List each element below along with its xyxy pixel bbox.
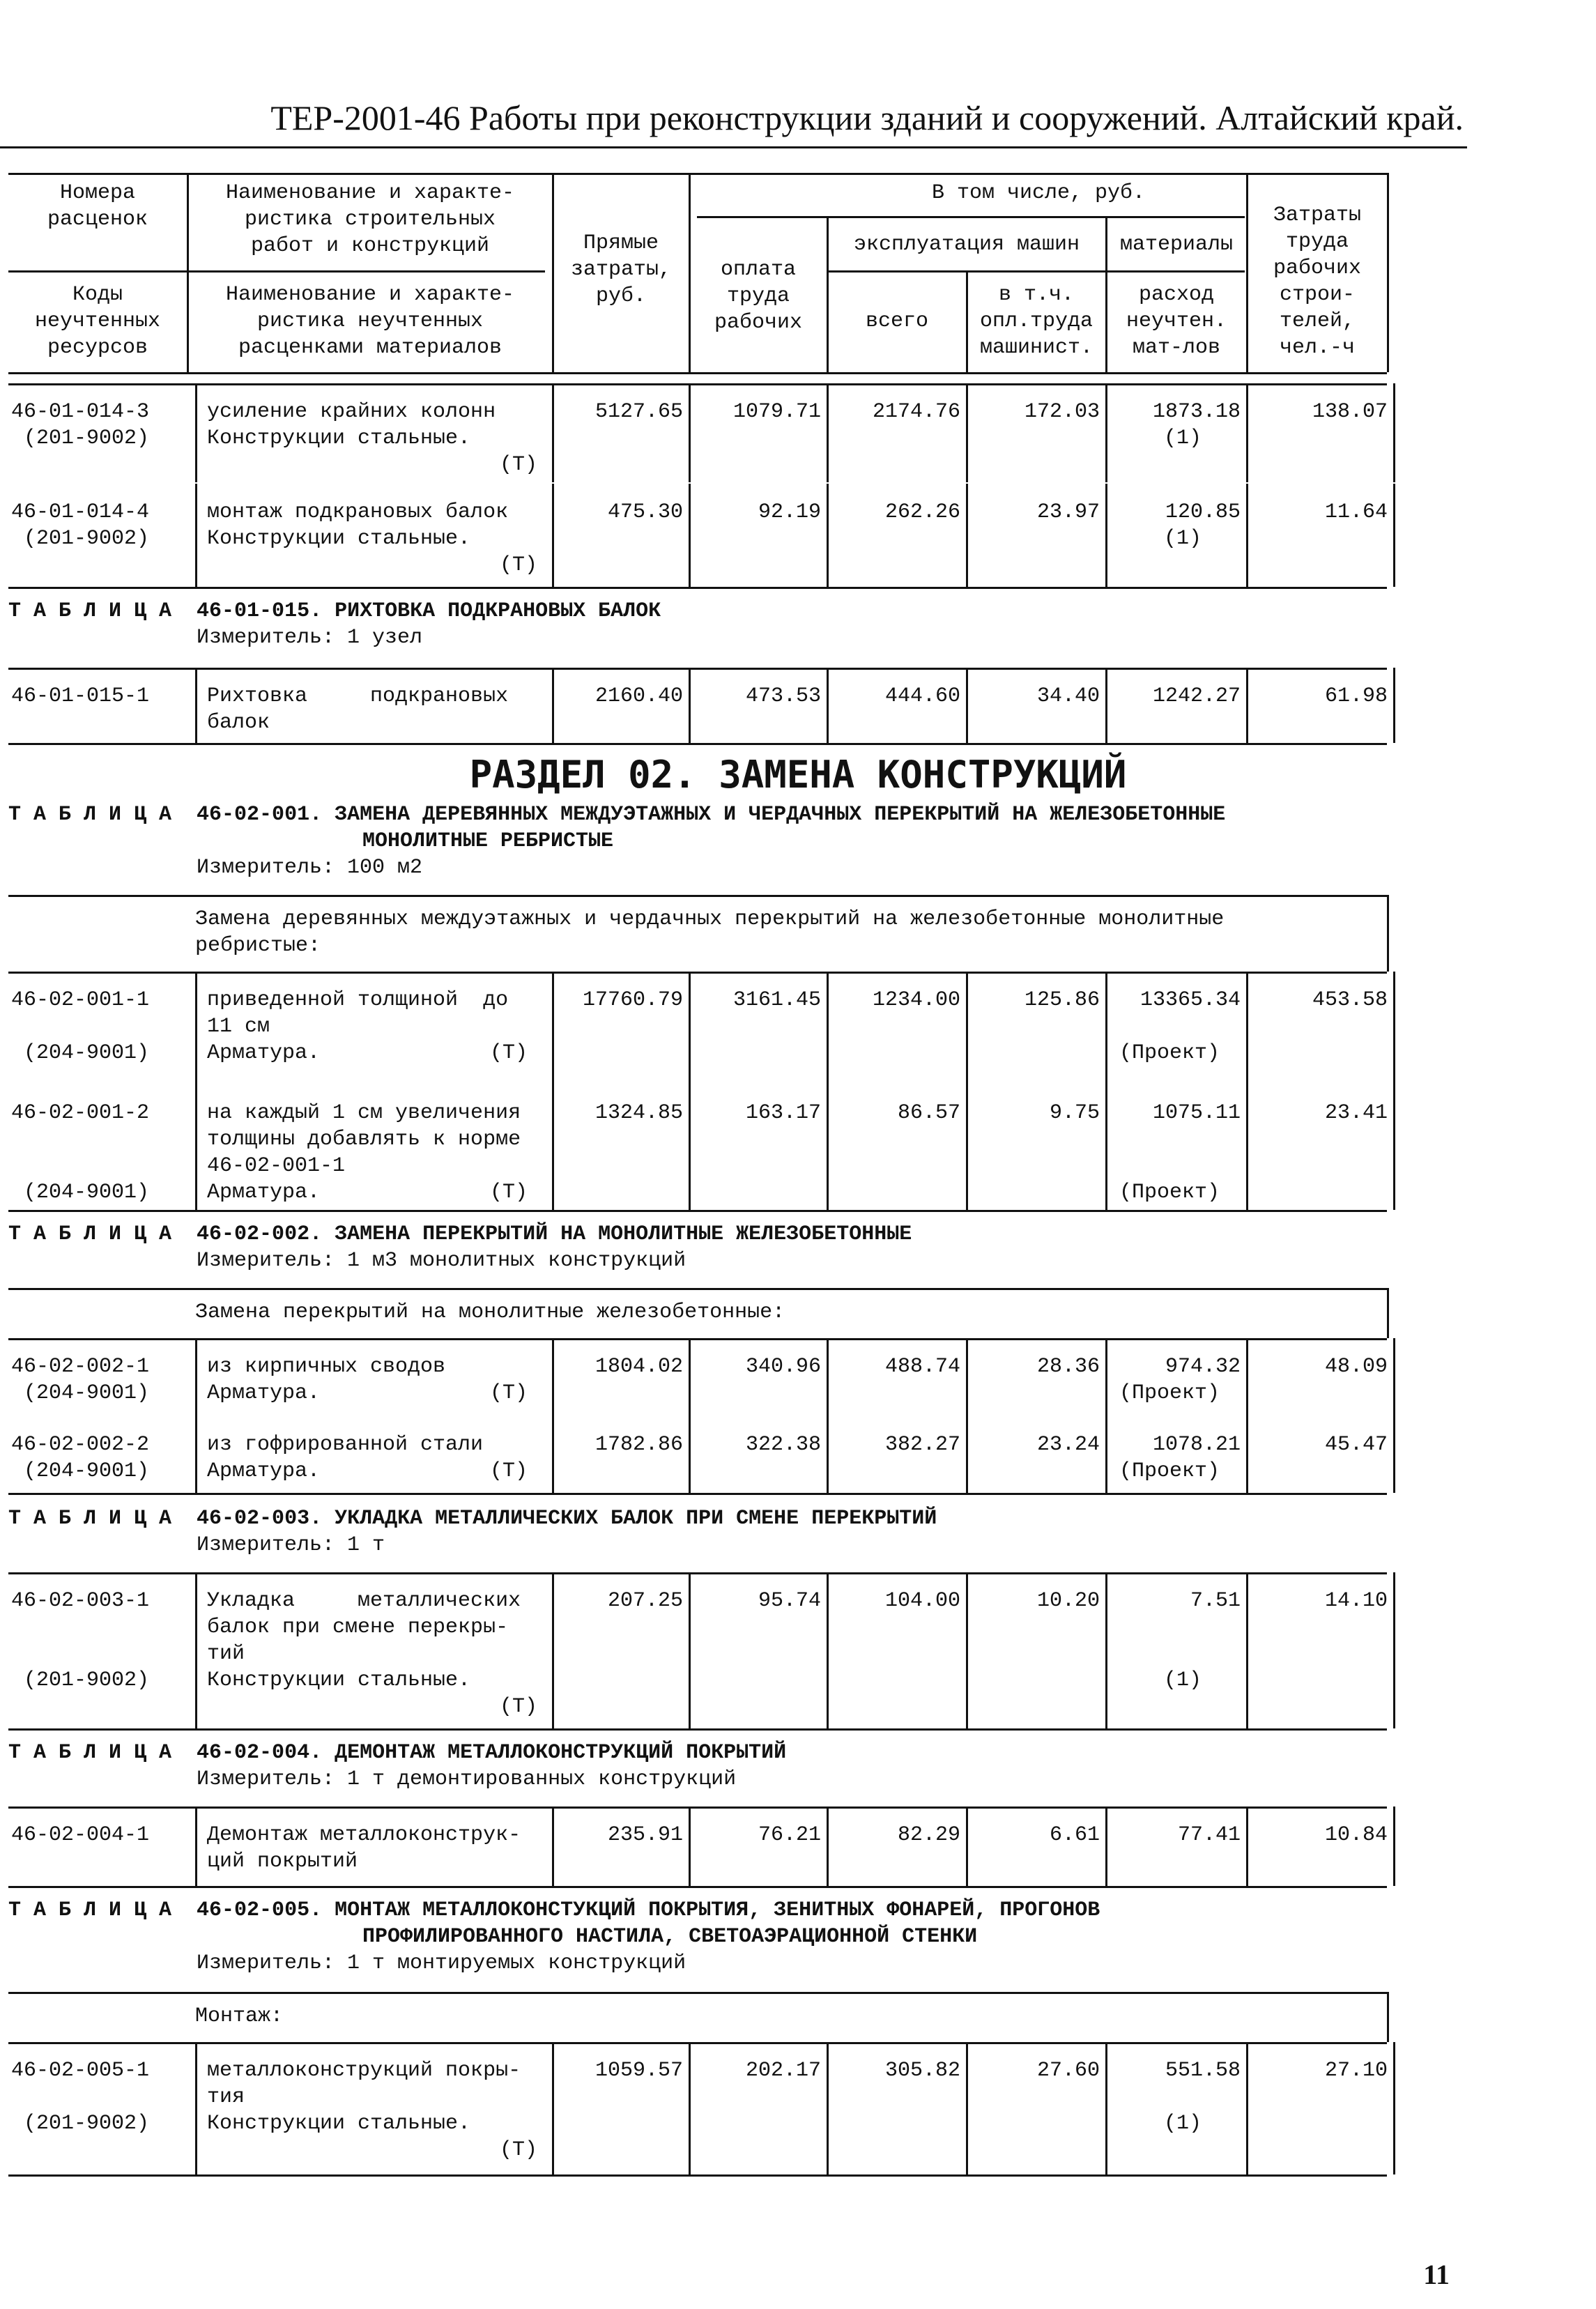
header-rule	[0, 146, 1467, 148]
table-measure: Измеритель: 1 т демонтированных конструкций	[197, 1767, 737, 1791]
labor-hours: 61.98	[1324, 684, 1388, 708]
material-cost: 77.41	[1177, 1823, 1241, 1847]
resource-code: (201-9002)	[24, 427, 150, 450]
labor-cost: 340.96	[745, 1355, 821, 1379]
machinist-cost: 23.97	[1036, 500, 1100, 524]
machine-cost: 444.60	[884, 684, 960, 708]
labor-cost: 1079.71	[732, 400, 821, 424]
work-name: Демонтаж металлоконструк-	[207, 1823, 521, 1847]
col-header-mach-incl: в т.ч. опл.труда машинист.	[979, 283, 1094, 360]
rule	[8, 895, 1387, 897]
machinist-cost: 27.60	[1036, 2059, 1100, 2082]
table-title-cont: ПРОФИЛИРОВАННОГО НАСТИЛА, СВЕТОАЭРАЦИОННОЙ СТЕНКИ	[362, 1925, 978, 1949]
table-row	[8, 1338, 1395, 1416]
material-cost: 974.32	[1165, 1355, 1241, 1379]
direct-cost: 5127.65	[594, 400, 683, 424]
machinist-cost: 6.61	[1049, 1823, 1100, 1847]
labor-hours: 45.47	[1324, 1433, 1388, 1457]
material-note: (Проект)	[1119, 1459, 1220, 1483]
resource-code: (201-9002)	[24, 1669, 150, 1692]
table-row	[8, 2042, 1395, 2174]
rule	[8, 270, 545, 273]
unit-label: (Т)	[490, 1181, 528, 1204]
work-name: из гофрированной стали	[207, 1433, 484, 1457]
col-header-labor: оплата труда рабочих	[714, 258, 803, 335]
rule	[827, 270, 1245, 273]
table-title: Т А Б Л И Ц А 46-02-004. ДЕМОНТАЖ МЕТАЛЛОКОНСТРУКЦИЙ ПОКРЫТИЙ	[8, 1741, 787, 1765]
rate-code: 46-02-005-1	[11, 2059, 150, 2082]
rule	[8, 1728, 1387, 1731]
col-header-name: Наименование и характе- ристика строительных работ и конструкций	[225, 181, 515, 258]
direct-cost: 2160.40	[594, 684, 683, 708]
labor-cost: 202.17	[745, 2059, 821, 2082]
table-title: Т А Б Л И Ц А 46-02-002. ЗАМЕНА ПЕРЕКРЫТИЙ НА МОНОЛИТНЫЕ ЖЕЛЕЗОБЕТОННЫЕ	[8, 1222, 912, 1246]
resource-code: (204-9001)	[24, 1459, 150, 1483]
material-note: (1)	[1163, 527, 1202, 551]
material-name: Конструкции стальные.	[207, 427, 471, 450]
machine-cost: 305.82	[884, 2059, 960, 2082]
group-heading-cont: ребристые:	[195, 934, 321, 958]
material-cost: 1242.27	[1152, 684, 1241, 708]
rule	[8, 587, 1387, 589]
col-header-machines: эксплуатация машин	[853, 233, 1080, 256]
table-row	[8, 972, 1395, 1084]
work-name: Рихтовка подкрановых	[207, 684, 509, 708]
rule	[8, 1493, 1387, 1495]
table-measure: Измеритель: 1 т	[197, 1533, 385, 1557]
rate-code: 46-02-003-1	[11, 1589, 150, 1613]
material-cost: 120.85	[1165, 500, 1241, 524]
rate-code: 46-02-002-1	[11, 1355, 150, 1379]
group-heading: Замена перекрытий на монолитные железобетонные:	[195, 1301, 785, 1324]
work-name-cont: балок	[207, 711, 270, 735]
unit-label: (Т)	[500, 453, 538, 477]
labor-hours: 14.10	[1324, 1589, 1388, 1613]
labor-hours: 11.64	[1324, 500, 1388, 524]
rule	[1387, 173, 1389, 372]
running-header: ТЕР-2001-46 Работы при реконструкции зданий и сооружений. Алтайский край.	[270, 98, 1464, 137]
work-name: усиление крайних колонн	[207, 400, 496, 424]
work-name-cont: тия	[207, 2085, 245, 2109]
work-name: металлоконструкций покры-	[207, 2059, 521, 2082]
table-row	[8, 1572, 1395, 1728]
resource-code: (204-9001)	[24, 1041, 150, 1065]
work-name: приведенной толщиной до	[207, 988, 509, 1012]
machine-cost: 488.74	[884, 1355, 960, 1379]
rate-code: 46-02-001-2	[11, 1101, 150, 1125]
direct-cost: 1324.85	[594, 1101, 683, 1125]
machinist-cost: 23.24	[1036, 1433, 1100, 1457]
table-row	[8, 1084, 1395, 1210]
table-row	[8, 1416, 1395, 1493]
material-name: Конструкции стальные.	[207, 1669, 471, 1692]
table-title: Т А Б Л И Ц А 46-02-005. МОНТАЖ МЕТАЛЛОКОНСТУКЦИЙ ПОКРЫТИЯ, ЗЕНИТНЫХ ФОНАРЕЙ, ПРОГОНОВ	[8, 1898, 1100, 1922]
direct-cost: 235.91	[607, 1823, 683, 1847]
machinist-cost: 9.75	[1049, 1101, 1100, 1125]
material-cost: 1075.11	[1152, 1101, 1241, 1125]
rate-code: 46-02-002-2	[11, 1433, 150, 1457]
labor-cost: 473.53	[745, 684, 821, 708]
rule	[8, 1288, 1387, 1290]
material-cost: 7.51	[1190, 1589, 1241, 1613]
rate-code: 46-01-014-3	[11, 400, 150, 424]
machine-cost: 82.29	[897, 1823, 960, 1847]
machine-cost: 104.00	[884, 1589, 960, 1613]
labor-cost: 95.74	[758, 1589, 821, 1613]
unit-label: (Т)	[500, 2138, 538, 2162]
direct-cost: 1059.57	[594, 2059, 683, 2082]
work-name-cont: толщины добавлять к норме	[207, 1128, 521, 1151]
direct-cost: 1804.02	[594, 1355, 683, 1379]
work-name-cont: балок при смене перекры-	[207, 1616, 509, 1639]
rate-code: 46-02-004-1	[11, 1823, 150, 1847]
material-name: Конструкции стальные.	[207, 2112, 471, 2135]
material-name: Арматура.	[207, 1381, 321, 1405]
direct-cost: 1782.86	[594, 1433, 683, 1457]
machine-cost: 2174.76	[872, 400, 960, 424]
rule	[8, 2174, 1387, 2177]
table-measure: Измеритель: 1 м3 монолитных конструкций	[197, 1249, 686, 1273]
material-name: Арматура.	[207, 1181, 321, 1204]
rule	[8, 173, 1387, 175]
material-note: (Проект)	[1119, 1381, 1220, 1405]
unit-label: (Т)	[500, 553, 538, 577]
machinist-cost: 10.20	[1036, 1589, 1100, 1613]
machine-cost: 1234.00	[872, 988, 960, 1012]
col-header-mach-total: всего	[865, 309, 928, 333]
table-title: Т А Б Л И Ц А 46-01-015. РИХТОВКА ПОДКРАНОВЫХ БАЛОК	[8, 599, 661, 623]
rule	[8, 1992, 1387, 1994]
col-header-codes: Номера расценок	[47, 181, 148, 231]
col-header-workers: Затраты труда рабочих строи- телей, чел.-ч	[1273, 204, 1362, 360]
material-note: (Проект)	[1119, 1041, 1220, 1065]
resource-code: (201-9002)	[24, 527, 150, 551]
group-heading: Монтаж:	[195, 2004, 284, 2028]
work-name: Укладка металлических	[207, 1589, 521, 1613]
direct-cost: 207.25	[607, 1589, 683, 1613]
rule	[8, 1210, 1387, 1212]
work-name-cont: ций покрытий	[207, 1850, 358, 1873]
table-measure: Измеритель: 1 т монтируемых конструкций	[197, 1951, 686, 1975]
labor-hours: 453.58	[1312, 988, 1388, 1012]
material-note: (1)	[1163, 2112, 1202, 2135]
work-name: монтаж подкрановых балок	[207, 500, 509, 524]
machine-cost: 382.27	[884, 1433, 960, 1457]
material-note: (Проект)	[1119, 1181, 1220, 1204]
resource-code: (204-9001)	[24, 1381, 150, 1405]
unit-label: (Т)	[490, 1459, 528, 1483]
labor-hours: 10.84	[1324, 1823, 1388, 1847]
resource-code: (204-9001)	[24, 1181, 150, 1204]
page-number: 11	[1423, 2259, 1450, 2290]
table-row	[8, 1806, 1395, 1886]
labor-cost: 76.21	[758, 1823, 821, 1847]
material-name: Арматура.	[207, 1459, 321, 1483]
work-name: из кирпичных сводов	[207, 1355, 446, 1379]
material-note: (1)	[1163, 427, 1202, 450]
unit-label: (Т)	[490, 1381, 528, 1405]
unit-label: (Т)	[490, 1041, 528, 1065]
rule	[1387, 895, 1389, 972]
rule	[8, 372, 1387, 374]
material-cost: 13365.34	[1140, 988, 1241, 1012]
work-name-cont: тий	[207, 1642, 245, 1666]
material-cost: 551.58	[1165, 2059, 1241, 2082]
work-name: на каждый 1 см увеличения	[207, 1101, 521, 1125]
machinist-cost: 172.03	[1024, 400, 1100, 424]
col-header-mat-sub: расход неучтен. мат-лов	[1126, 283, 1227, 360]
col-header-materials-name: Наименование и характе- ристика неучтенных расценками материалов	[225, 283, 515, 360]
material-name: Конструкции стальные.	[207, 527, 471, 551]
col-header-direct: Прямые затраты, руб.	[570, 231, 672, 308]
labor-cost: 92.19	[758, 500, 821, 524]
col-header-materials: материалы	[1119, 233, 1234, 256]
material-note: (1)	[1163, 1669, 1202, 1692]
section-title: РАЗДЕЛ 02. ЗАМЕНА КОНСТРУКЦИЙ	[469, 753, 1127, 797]
labor-hours: 48.09	[1324, 1355, 1388, 1379]
labor-hours: 138.07	[1312, 400, 1388, 424]
table-title-cont: МОНОЛИТНЫЕ РЕБРИСТЫЕ	[362, 829, 614, 853]
rule	[697, 216, 1245, 218]
rate-code: 46-01-014-4	[11, 500, 150, 524]
rate-code: 46-02-001-1	[11, 988, 150, 1012]
rule	[8, 1886, 1387, 1888]
table-measure: Измеритель: 100 м2	[197, 856, 423, 880]
labor-cost: 163.17	[745, 1101, 821, 1125]
table-row	[8, 668, 1395, 743]
labor-cost: 3161.45	[732, 988, 821, 1012]
table-title: Т А Б Л И Ц А 46-02-003. УКЛАДКА МЕТАЛЛИЧЕСКИХ БАЛОК ПРИ СМЕНЕ ПЕРЕКРЫТИЙ	[8, 1507, 937, 1531]
rule	[1387, 1288, 1389, 1338]
rule	[8, 743, 1387, 745]
resource-code: (201-9002)	[24, 2112, 150, 2135]
direct-cost: 475.30	[607, 500, 683, 524]
table-row	[8, 484, 1395, 587]
rule	[1387, 1992, 1389, 2042]
machine-cost: 262.26	[884, 500, 960, 524]
table-title: Т А Б Л И Ц А 46-02-001. ЗАМЕНА ДЕРЕВЯННЫХ МЕЖДУЭТАЖНЫХ И ЧЕРДАЧНЫХ ПЕРЕКРЫТИЙ НА ЖЕЛЕЗОБЕТОННЫЕ	[8, 803, 1226, 827]
labor-cost: 322.38	[745, 1433, 821, 1457]
material-cost: 1078.21	[1152, 1433, 1241, 1457]
direct-cost: 17760.79	[582, 988, 683, 1012]
work-name-cont: 11 см	[207, 1015, 270, 1038]
labor-hours: 27.10	[1324, 2059, 1388, 2082]
col-header-incl: В том числе, руб.	[931, 181, 1146, 205]
machinist-cost: 28.36	[1036, 1355, 1100, 1379]
unit-label: (Т)	[500, 1695, 538, 1719]
labor-hours: 23.41	[1324, 1101, 1388, 1125]
work-name-cont: 46-02-001-1	[207, 1154, 346, 1178]
group-heading: Замена деревянных междуэтажных и чердачных перекрытий на железобетонные монолитные	[195, 907, 1225, 931]
machinist-cost: 34.40	[1036, 684, 1100, 708]
machinist-cost: 125.86	[1024, 988, 1100, 1012]
machine-cost: 86.57	[897, 1101, 960, 1125]
table-row	[8, 383, 1395, 482]
col-header-resources: Коды неучтенных ресурсов	[34, 283, 161, 360]
table-measure: Измеритель: 1 узел	[197, 626, 423, 650]
rate-code: 46-01-015-1	[11, 684, 150, 708]
material-name: Арматура.	[207, 1041, 321, 1065]
material-cost: 1873.18	[1152, 400, 1241, 424]
